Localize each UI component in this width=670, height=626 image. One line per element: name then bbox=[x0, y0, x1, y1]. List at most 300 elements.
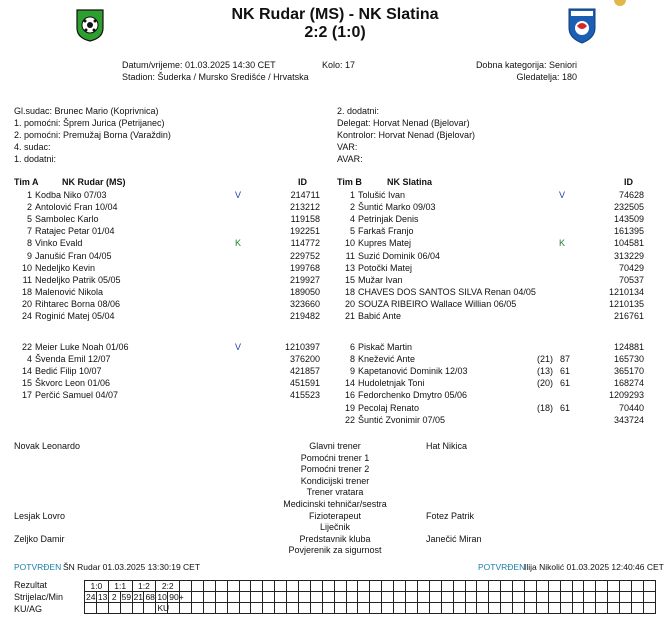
empty-cell bbox=[572, 603, 584, 614]
result-table bbox=[84, 580, 656, 614]
player-id: 216761 bbox=[613, 311, 644, 321]
empty-cell bbox=[358, 592, 370, 603]
player-id: 119158 bbox=[290, 214, 320, 225]
player-name: Perčić Samuel 04/07 bbox=[35, 390, 119, 401]
substitution-minute: 87 bbox=[559, 354, 570, 365]
empty-cell bbox=[227, 603, 239, 614]
captain-mark: K bbox=[558, 238, 565, 249]
empty-cell bbox=[631, 592, 643, 603]
team-b-staff-name: Janečić Miran bbox=[426, 533, 482, 544]
empty-cell bbox=[358, 603, 370, 614]
empty-cell bbox=[441, 581, 453, 592]
player-number: 7 bbox=[26, 226, 32, 237]
empty-cell bbox=[465, 581, 477, 592]
empty-cell bbox=[251, 581, 263, 592]
empty-cell bbox=[608, 592, 620, 603]
score-cell: 2:2 bbox=[156, 581, 180, 592]
empty-cell bbox=[572, 592, 584, 603]
empty-cell bbox=[180, 603, 192, 614]
player-name: Rihtarec Borna 08/06 bbox=[35, 298, 121, 309]
player-name: Antolović Fran 10/04 bbox=[35, 202, 118, 213]
team-b-logo bbox=[568, 6, 596, 44]
goalkeeper-mark: V bbox=[558, 190, 565, 200]
player-row bbox=[18, 213, 320, 225]
kuag-cell bbox=[108, 603, 120, 614]
score-cell: 1:0 bbox=[85, 581, 109, 592]
player-number: 1 bbox=[349, 190, 355, 200]
official-left-line: Gl.sudac: Brunec Mario (Koprivnica) bbox=[14, 106, 159, 116]
player-name: Škvorc Leon 01/06 bbox=[35, 378, 111, 389]
player-id: 213212 bbox=[289, 202, 320, 213]
match-category: Dobna kategorija: Seniori bbox=[475, 60, 577, 70]
team-a-id-header: ID bbox=[298, 177, 307, 187]
empty-cell bbox=[429, 603, 441, 614]
team-a-staff-name: Zeljko Damir bbox=[14, 533, 65, 544]
score-row bbox=[85, 581, 656, 592]
empty-cell bbox=[608, 581, 620, 592]
player-name: Nedeljko Patrik 05/05 bbox=[35, 274, 121, 285]
staff-role: Liječnik bbox=[319, 522, 350, 533]
team-b-name: NK Slatina bbox=[387, 177, 433, 187]
empty-cell bbox=[513, 592, 525, 603]
scorer-cell: 68 bbox=[145, 592, 155, 602]
player-id: 70440 bbox=[618, 402, 644, 413]
player-number: 8 bbox=[349, 354, 355, 365]
player-number: 22 bbox=[21, 342, 32, 352]
match-datetime: Datum/vrijeme: 01.03.2025 14:30 CET bbox=[122, 60, 276, 70]
player-row bbox=[18, 237, 320, 249]
empty-cell bbox=[334, 592, 346, 603]
player-id: 343724 bbox=[613, 414, 644, 425]
empty-cell bbox=[310, 581, 322, 592]
empty-cell bbox=[263, 603, 275, 614]
player-number: 18 bbox=[344, 286, 355, 297]
player-number: 17 bbox=[21, 390, 32, 401]
empty-cell bbox=[227, 581, 239, 592]
player-row bbox=[341, 298, 644, 310]
player-name: Vinko Evald bbox=[35, 238, 83, 249]
empty-cell bbox=[596, 592, 608, 603]
player-name: Tolušić Ivan bbox=[358, 190, 406, 200]
player-row bbox=[341, 310, 644, 322]
player-number: 2 bbox=[349, 202, 355, 213]
official-right-line: VAR: bbox=[337, 142, 358, 152]
empty-cell bbox=[192, 581, 204, 592]
empty-cell bbox=[370, 581, 382, 592]
player-number: 5 bbox=[349, 226, 355, 237]
empty-cell bbox=[346, 592, 358, 603]
player-number: 10 bbox=[21, 262, 32, 273]
player-name: Fedorchenko Dmytro 05/06 bbox=[358, 390, 468, 401]
result-row-label: Rezultat bbox=[14, 580, 48, 590]
empty-cell bbox=[346, 581, 358, 592]
player-id: 323660 bbox=[289, 298, 320, 309]
player-row bbox=[341, 201, 644, 213]
empty-cell bbox=[299, 581, 311, 592]
official-right-line: Kontrolor: Horvat Nenad (Bjelovar) bbox=[337, 130, 476, 140]
empty-cell bbox=[192, 603, 204, 614]
player-row bbox=[18, 201, 320, 213]
empty-cell bbox=[620, 603, 632, 614]
player-id: 451591 bbox=[289, 378, 320, 389]
scorer-cell: 10 bbox=[157, 592, 167, 602]
staff-role: Kondicijski trener bbox=[300, 475, 370, 486]
player-id: 229752 bbox=[289, 250, 320, 261]
empty-cell bbox=[227, 592, 239, 603]
official-left-line: 1. dodatni: bbox=[14, 154, 57, 164]
player-row bbox=[18, 353, 320, 365]
staff-role: Trener vratara bbox=[306, 487, 364, 498]
corner-emblem-icon bbox=[614, 0, 626, 6]
empty-cell bbox=[572, 581, 584, 592]
player-number: 1 bbox=[26, 190, 32, 200]
team-b-id-header: ID bbox=[624, 177, 633, 187]
empty-cell bbox=[275, 581, 287, 592]
player-row bbox=[18, 310, 320, 322]
kuag-cell bbox=[132, 603, 144, 614]
goalkeeper-mark: V bbox=[234, 342, 241, 352]
player-row bbox=[18, 389, 320, 401]
player-id: 1209293 bbox=[608, 390, 644, 401]
empty-cell bbox=[406, 592, 418, 603]
player-name: Kodba Niko 07/03 bbox=[35, 190, 107, 200]
player-name: Bedić Filip 10/07 bbox=[35, 366, 102, 377]
player-number: 19 bbox=[344, 402, 355, 413]
player-id: 1210397 bbox=[284, 342, 320, 352]
empty-cell bbox=[501, 592, 513, 603]
captain-mark: K bbox=[234, 238, 241, 249]
match-round: Kolo: 17 bbox=[322, 60, 356, 70]
empty-cell bbox=[346, 603, 358, 614]
player-row bbox=[18, 365, 320, 377]
empty-cell bbox=[536, 581, 548, 592]
empty-cell bbox=[501, 581, 513, 592]
player-row bbox=[18, 377, 320, 389]
empty-cell bbox=[429, 592, 441, 603]
kuag-row bbox=[85, 603, 656, 614]
player-row bbox=[18, 341, 320, 353]
player-number: 4 bbox=[26, 354, 32, 365]
substitution-minute: 61 bbox=[559, 378, 570, 389]
empty-cell bbox=[394, 581, 406, 592]
empty-cell bbox=[584, 581, 596, 592]
player-number: 16 bbox=[344, 390, 355, 401]
scorer-cell: 2 bbox=[108, 592, 120, 603]
empty-cell bbox=[465, 603, 477, 614]
empty-cell bbox=[251, 592, 263, 603]
empty-cell bbox=[263, 592, 275, 603]
player-number: 4 bbox=[349, 214, 355, 225]
match-score: 2:2 (1:0) bbox=[304, 24, 366, 41]
substitution-minute: 61 bbox=[559, 366, 570, 377]
empty-cell bbox=[631, 581, 643, 592]
empty-cell bbox=[275, 603, 287, 614]
empty-cell bbox=[560, 603, 572, 614]
player-number: 11 bbox=[345, 250, 355, 261]
player-row bbox=[341, 286, 644, 298]
empty-cell bbox=[239, 592, 251, 603]
empty-cell bbox=[215, 603, 227, 614]
empty-cell bbox=[631, 603, 643, 614]
empty-cell bbox=[215, 581, 227, 592]
empty-cell bbox=[239, 603, 251, 614]
player-row bbox=[341, 353, 644, 365]
player-name: Šuntić Marko 09/03 bbox=[358, 202, 436, 213]
team-b-staff-name: Fotez Patrik bbox=[426, 510, 475, 521]
player-name: CHAVES DOS SANTOS SILVA Renan 04/05 bbox=[358, 286, 536, 297]
empty-cell bbox=[370, 603, 382, 614]
player-number: 13 bbox=[344, 262, 355, 273]
player-id: 1210134 bbox=[608, 286, 644, 297]
empty-cell bbox=[524, 603, 536, 614]
player-row bbox=[341, 237, 644, 249]
player-id: 114772 bbox=[290, 238, 320, 249]
player-name: Knežević Ante bbox=[358, 354, 416, 365]
player-row bbox=[341, 262, 644, 274]
match-spectators: Gledatelja: 180 bbox=[516, 72, 577, 82]
player-row bbox=[18, 274, 320, 286]
empty-cell bbox=[322, 581, 334, 592]
player-id: 70429 bbox=[618, 262, 644, 273]
player-number: 20 bbox=[21, 298, 32, 309]
team-a-confirm-status: POTVRĐEN bbox=[14, 562, 62, 572]
empty-cell bbox=[548, 581, 560, 592]
empty-cell bbox=[524, 581, 536, 592]
empty-cell bbox=[441, 592, 453, 603]
player-name: Kapetanović Dominik 12/03 bbox=[358, 366, 468, 377]
official-right-line: 2. dodatni: bbox=[337, 106, 380, 116]
empty-cell bbox=[310, 603, 322, 614]
scorer-cell: 24 bbox=[86, 592, 96, 602]
kuag-cell bbox=[85, 603, 97, 614]
staff-role: Pomoćni trener 2 bbox=[300, 464, 370, 475]
team-a-label: Tim A bbox=[14, 177, 39, 187]
empty-cell bbox=[334, 581, 346, 592]
empty-cell bbox=[251, 603, 263, 614]
staff-role: Fizioterapeut bbox=[308, 510, 362, 521]
player-name: SOUZA RIBEIRO Wallace Willian 06/05 bbox=[358, 298, 517, 309]
scorer-cell: 13 bbox=[97, 592, 108, 602]
empty-cell bbox=[394, 603, 406, 614]
empty-cell bbox=[382, 581, 394, 592]
player-name: Švenda Emil 12/07 bbox=[35, 354, 111, 365]
player-row bbox=[18, 262, 320, 274]
empty-cell bbox=[608, 603, 620, 614]
empty-cell bbox=[643, 603, 655, 614]
empty-cell bbox=[643, 581, 655, 592]
empty-cell bbox=[536, 592, 548, 603]
empty-cell bbox=[560, 581, 572, 592]
staff-role: Povjerenik za sigurnost bbox=[288, 545, 382, 556]
empty-cell bbox=[299, 603, 311, 614]
score-cell: 1:2 bbox=[132, 581, 156, 592]
player-number: 5 bbox=[26, 214, 32, 225]
substitution-for: (20) bbox=[536, 378, 553, 389]
team-b-confirm-text: Ilija Nikolić 01.03.2025 12:40:46 CET bbox=[524, 562, 664, 572]
player-number: 6 bbox=[349, 342, 355, 352]
official-left-line: 1. pomoćni: Šprem Jurica (Petrijanec) bbox=[14, 118, 165, 128]
player-row bbox=[341, 365, 644, 377]
empty-cell bbox=[215, 592, 227, 603]
player-id: 219482 bbox=[289, 311, 320, 321]
empty-cell bbox=[370, 592, 382, 603]
empty-cell bbox=[513, 581, 525, 592]
empty-cell bbox=[180, 581, 192, 592]
empty-cell bbox=[643, 592, 655, 603]
official-left-line: 4. sudac: bbox=[14, 142, 51, 152]
player-id: 168274 bbox=[613, 378, 644, 389]
empty-cell bbox=[406, 581, 418, 592]
empty-cell bbox=[275, 592, 287, 603]
empty-cell bbox=[560, 592, 572, 603]
kuag-cell bbox=[144, 603, 156, 614]
kuag-cell bbox=[120, 603, 132, 614]
player-name: Meier Luke Noah 01/06 bbox=[35, 342, 129, 352]
player-id: 214711 bbox=[290, 190, 320, 200]
staff-role: Predstavnik kluba bbox=[299, 533, 371, 544]
empty-cell bbox=[358, 581, 370, 592]
empty-cell bbox=[453, 592, 465, 603]
empty-cell bbox=[299, 592, 311, 603]
player-name: Piskač Martin bbox=[358, 342, 413, 352]
empty-cell bbox=[287, 581, 299, 592]
team-a-name: NK Rudar (MS) bbox=[62, 177, 126, 187]
player-number: 21 bbox=[344, 311, 355, 321]
player-id: 143509 bbox=[613, 214, 644, 225]
player-name: Potočki Matej bbox=[358, 262, 413, 273]
player-number: 18 bbox=[21, 286, 32, 297]
empty-cell bbox=[489, 581, 501, 592]
empty-cell bbox=[524, 592, 536, 603]
player-name: Ratajec Petar 01/04 bbox=[35, 226, 115, 237]
empty-cell bbox=[192, 592, 204, 603]
empty-cell bbox=[465, 592, 477, 603]
substitution-for: (21) bbox=[536, 354, 553, 365]
player-name: Hudoletnjak Toni bbox=[358, 378, 425, 389]
player-number: 15 bbox=[21, 378, 32, 389]
player-row bbox=[341, 389, 644, 401]
empty-cell bbox=[310, 592, 322, 603]
player-row bbox=[341, 250, 644, 262]
empty-cell bbox=[620, 592, 632, 603]
player-name: Malenović Nikola bbox=[35, 286, 104, 297]
empty-cell bbox=[513, 603, 525, 614]
player-row bbox=[18, 225, 320, 237]
player-number: 14 bbox=[344, 378, 355, 389]
player-number: 10 bbox=[344, 238, 355, 249]
player-id: 421857 bbox=[289, 366, 320, 377]
empty-cell bbox=[322, 603, 334, 614]
empty-cell bbox=[477, 581, 489, 592]
player-row bbox=[18, 250, 320, 262]
official-right-line: Delegat: Horvat Nenad (Bjelovar) bbox=[337, 118, 470, 128]
empty-cell bbox=[429, 581, 441, 592]
player-name: Mužar Ivan bbox=[358, 274, 403, 285]
player-id: 161395 bbox=[613, 226, 644, 237]
player-id: 199768 bbox=[289, 262, 320, 273]
player-number: 2 bbox=[26, 202, 32, 213]
team-a-staff-name: Lesjak Lovro bbox=[14, 510, 66, 521]
substitution-for: (13) bbox=[536, 366, 553, 377]
player-id: 232505 bbox=[613, 202, 644, 213]
empty-cell bbox=[489, 603, 501, 614]
empty-cell bbox=[596, 603, 608, 614]
player-name: Kupres Matej bbox=[358, 238, 412, 249]
team-b-confirm-status: POTVRĐEN bbox=[478, 562, 526, 572]
player-id: 415523 bbox=[289, 390, 320, 401]
empty-cell bbox=[536, 603, 548, 614]
empty-cell bbox=[548, 592, 560, 603]
empty-cell bbox=[394, 592, 406, 603]
player-number: 9 bbox=[26, 250, 32, 261]
official-left-line: 2. pomoćni: Premužaj Borna (Varaždin) bbox=[14, 130, 171, 140]
empty-cell bbox=[382, 592, 394, 603]
score-cell: 1:1 bbox=[108, 581, 132, 592]
player-id: 192251 bbox=[289, 226, 320, 237]
kuag-cell bbox=[168, 603, 180, 614]
player-name: Roginić Matej 05/04 bbox=[35, 311, 115, 321]
empty-cell bbox=[453, 603, 465, 614]
player-row bbox=[341, 225, 644, 237]
empty-cell bbox=[203, 581, 215, 592]
player-number: 22 bbox=[344, 414, 355, 425]
player-id: 124881 bbox=[613, 342, 644, 352]
empty-cell bbox=[382, 603, 394, 614]
player-row bbox=[341, 341, 644, 353]
empty-cell bbox=[584, 592, 596, 603]
player-row bbox=[341, 213, 644, 225]
official-right-line: AVAR: bbox=[337, 154, 363, 164]
player-row bbox=[18, 189, 320, 201]
player-name: Pecolaj Renato bbox=[358, 402, 420, 413]
match-title: NK Rudar (MS) - NK Slatina bbox=[231, 6, 439, 23]
player-row bbox=[341, 414, 644, 426]
team-a-confirm-text: ŠN Rudar 01.03.2025 13:30:19 CET bbox=[63, 562, 201, 572]
player-name: Šuntić Zvonimir 07/05 bbox=[358, 414, 446, 425]
substitution-for: (18) bbox=[536, 402, 553, 413]
match-stadium: Stadion: Šuderka / Mursko Središće / Hrvatska bbox=[122, 72, 309, 82]
kuag-row-label: KU/AG bbox=[14, 604, 43, 614]
empty-cell bbox=[263, 581, 275, 592]
player-number: 14 bbox=[21, 366, 32, 377]
player-row bbox=[18, 298, 320, 310]
player-name: Janušić Fran 04/05 bbox=[35, 250, 112, 261]
staff-role: Glavni trener bbox=[309, 441, 361, 451]
player-id: 365170 bbox=[613, 366, 644, 377]
empty-cell bbox=[287, 603, 299, 614]
scorer-cell: 21 bbox=[133, 592, 144, 602]
player-name: Petrinjak Denis bbox=[358, 214, 419, 225]
empty-cell bbox=[203, 603, 215, 614]
empty-cell bbox=[203, 592, 215, 603]
empty-cell bbox=[548, 603, 560, 614]
player-id: 1210135 bbox=[608, 298, 644, 309]
player-name: Nedeljko Kevin bbox=[35, 262, 96, 273]
player-row bbox=[18, 286, 320, 298]
player-id: 165730 bbox=[613, 354, 644, 365]
team-a-staff-name: Novak Leonardo bbox=[14, 441, 81, 451]
player-row bbox=[341, 274, 644, 286]
player-name: Sambolec Karlo bbox=[35, 214, 99, 225]
player-number: 8 bbox=[26, 238, 32, 249]
substitution-minute: 61 bbox=[559, 402, 570, 413]
empty-cell bbox=[417, 592, 429, 603]
empty-cell bbox=[489, 592, 501, 603]
player-id: 74628 bbox=[618, 190, 644, 200]
team-b-label: Tim B bbox=[337, 177, 362, 187]
player-name: Babić Ante bbox=[358, 311, 402, 321]
kuag-cell bbox=[96, 603, 108, 614]
